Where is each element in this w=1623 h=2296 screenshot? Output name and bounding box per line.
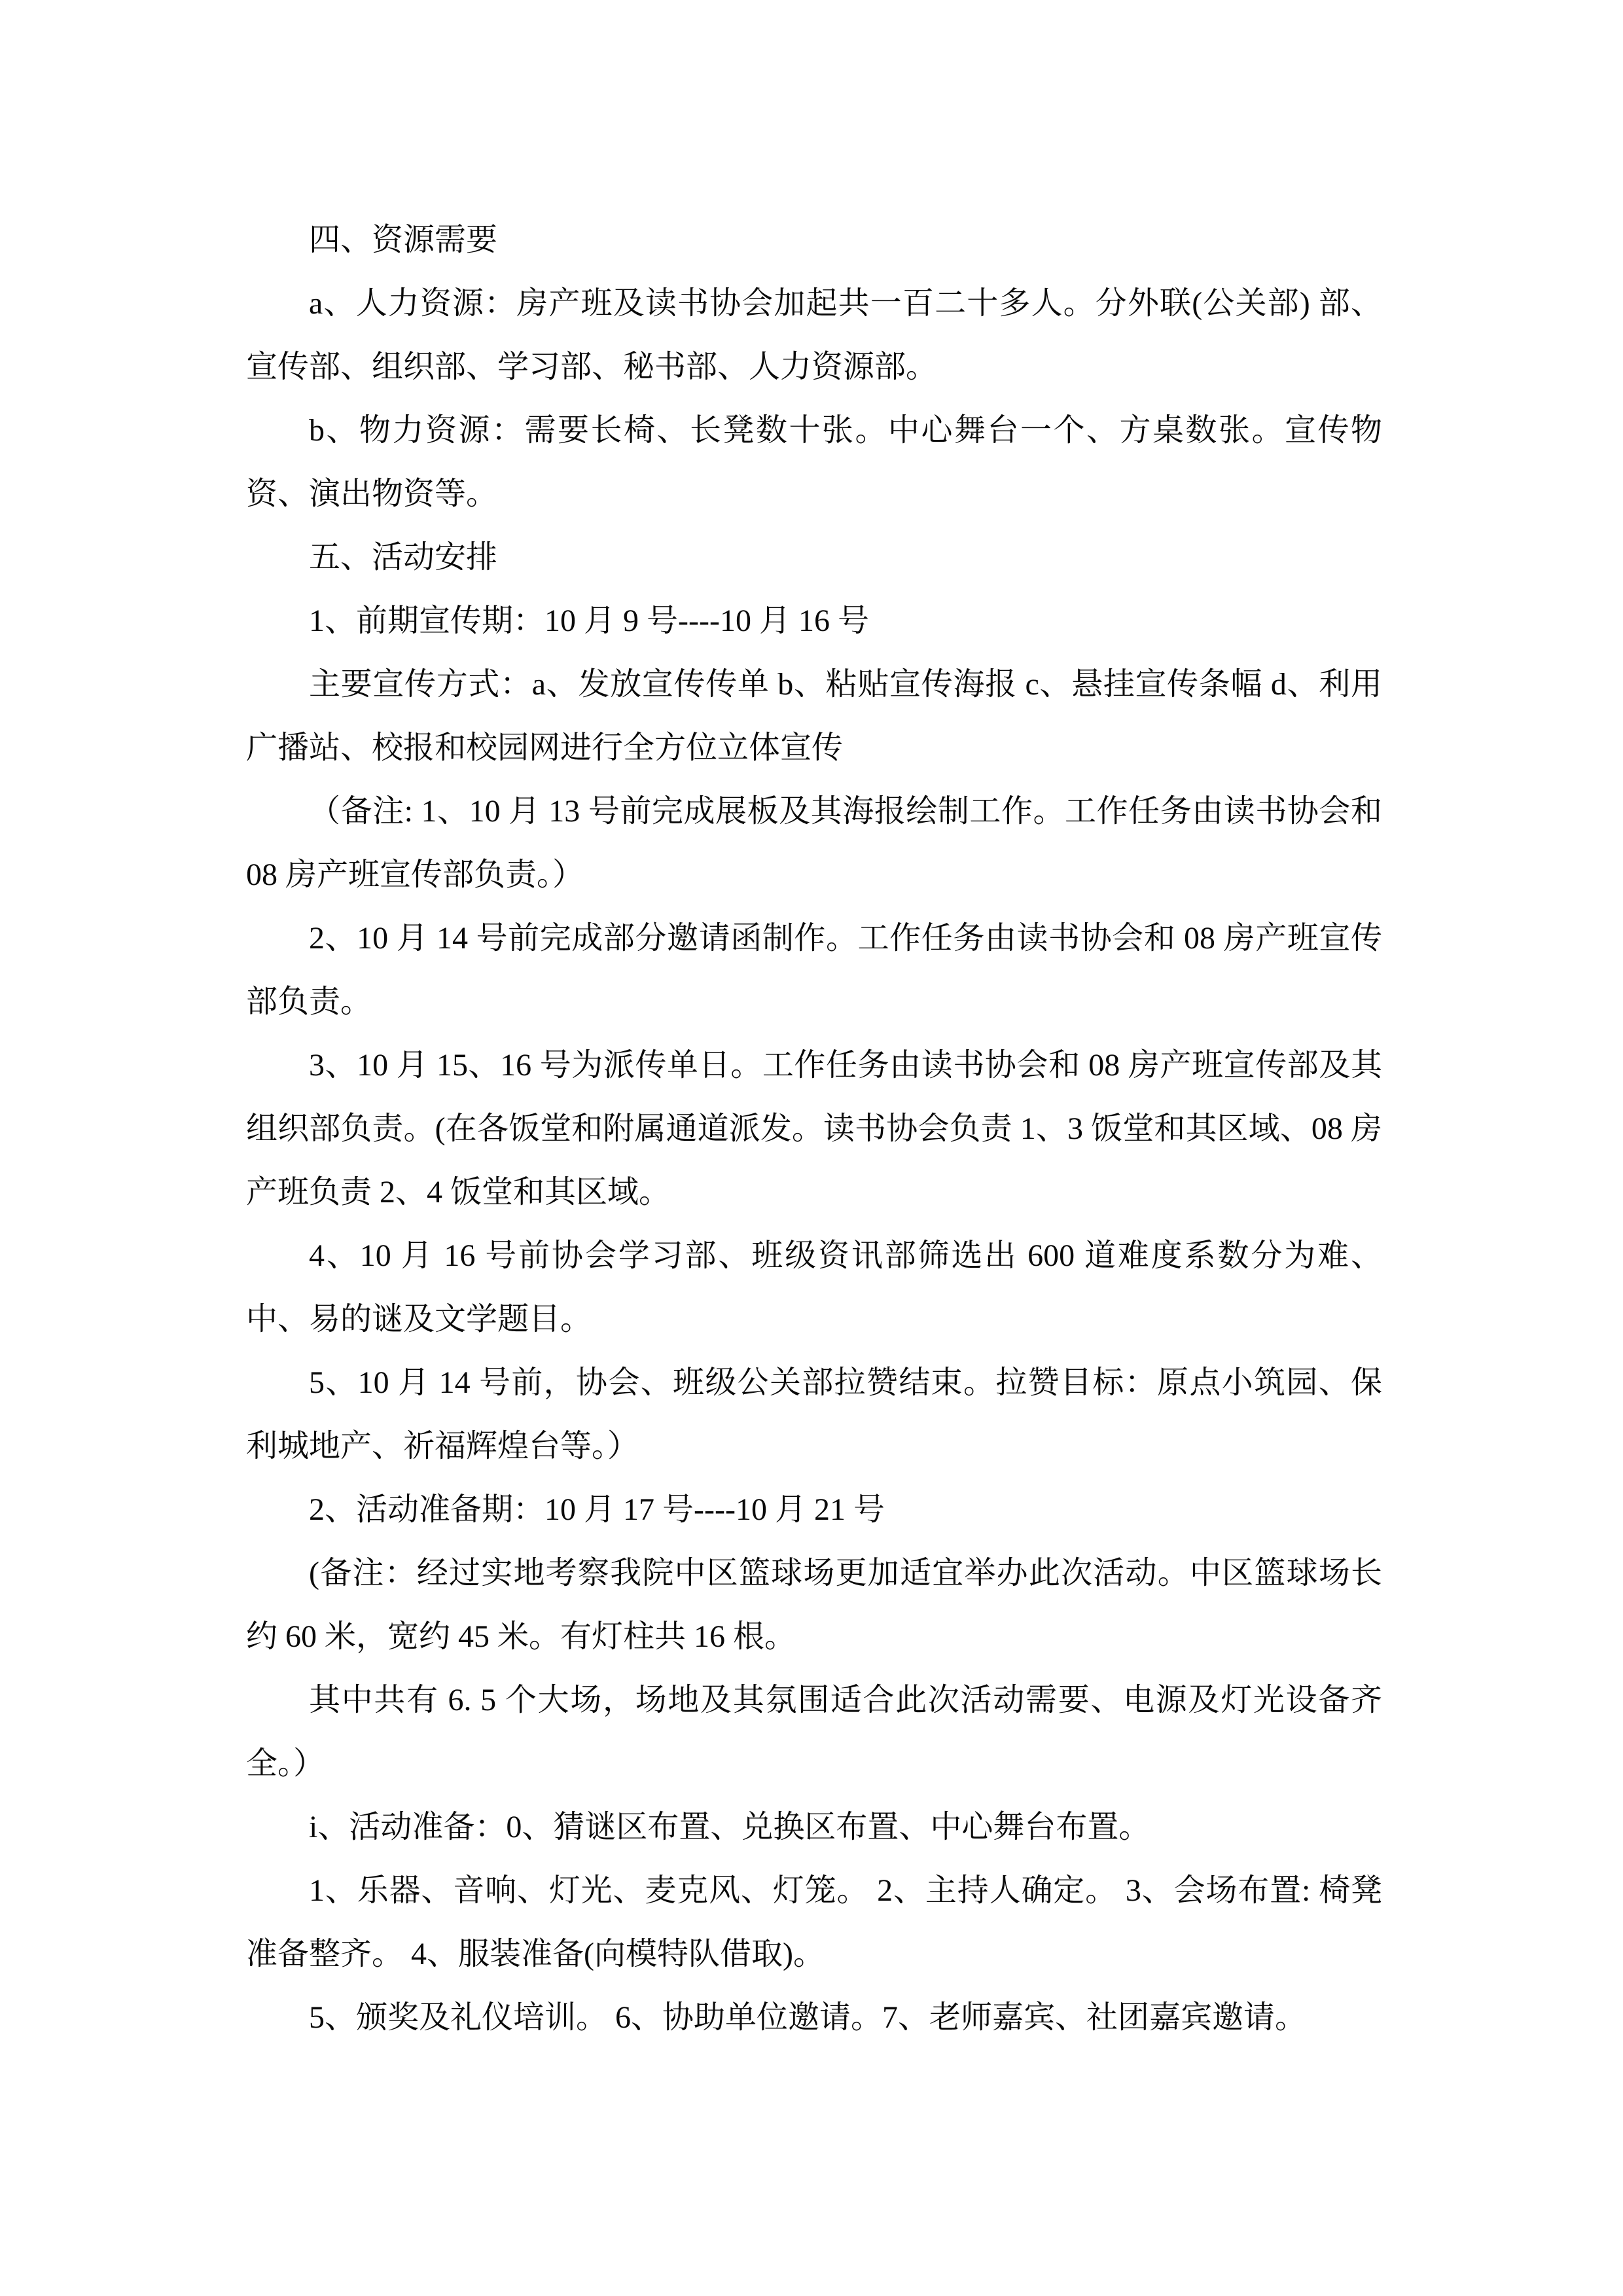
- paragraph: (备注：经过实地考察我院中区篮球场更加适宜举办此次活动。中区篮球场长约 60 米，宽约 45 米。有灯柱共 16 根。: [246, 1556, 1382, 1654]
- paragraph: 5、颁奖及礼仪培训。 6、协助单位邀请。7、老师嘉宾、社团嘉宾邀请。: [309, 2000, 1307, 2035]
- paragraph: 4、10 月 16 号前协会学习部、班级资讯部筛选出 600 道难度系数分为难、中、易的谜及文学题目。: [246, 1238, 1382, 1336]
- paragraph: 四、资源需要: [309, 223, 498, 257]
- paragraph: a、人力资源：房产班及读书协会加起共一百二十多人。分外联(公关部) 部、宣传部、组织部、学习部、秘书部、人力资源部。: [246, 286, 1382, 384]
- document-body: [246, 208, 1382, 2049]
- paragraph: （备注: 1、10 月 13 号前完成展板及其海报绘制工作。工作任务由读书协会和 08 房产班宣传部负责。）: [246, 794, 1382, 892]
- paragraph: 2、10 月 14 号前完成部分邀请函制作。工作任务由读书协会和 08 房产班宣传部负责。: [246, 921, 1382, 1019]
- paragraph: 1、乐器、音响、灯光、麦克风、灯笼。 2、主持人确定。 3、会场布置: 椅凳准备整齐。 4、服装准备(向模特队借取)。: [246, 1873, 1382, 1971]
- paragraph: b、物力资源：需要长椅、长凳数十张。中心舞台一个、方桌数张。宣传物资、演出物资等。: [246, 413, 1382, 511]
- paragraph: 主要宣传方式：a、发放宣传传单 b、粘贴宣传海报 c、悬挂宣传条幅 d、利用广播站、校报和校园网进行全方位立体宣传: [246, 667, 1382, 765]
- paragraph: i、活动准备：0、猜谜区布置、兑换区布置、中心舞台布置。: [309, 1810, 1150, 1844]
- paragraph: 2、活动准备期：10 月 17 号----10 月 21 号: [309, 1492, 885, 1527]
- paragraph: 1、前期宣传期：10 月 9 号----10 月 16 号: [309, 603, 869, 638]
- paragraph: 3、10 月 15、16 号为派传单日。工作任务由读书协会和 08 房产班宣传部及其组织部负责。(在各饭堂和附属通道派发。读书协会负责 1、3 饭堂和其区域、08 房产班负责 2、4 饭堂和其区域。: [246, 1048, 1382, 1210]
- paragraph: 五、活动安排: [309, 540, 498, 575]
- paragraph: 其中共有 6. 5 个大场，场地及其氛围适合此次活动需要、电源及灯光设备齐全。）: [246, 1683, 1382, 1781]
- paragraph: 5、10 月 14 号前，协会、班级公关部拉赞结束。拉赞目标：原点小筑园、保利城地产、祈福辉煌台等。）: [246, 1365, 1382, 1463]
